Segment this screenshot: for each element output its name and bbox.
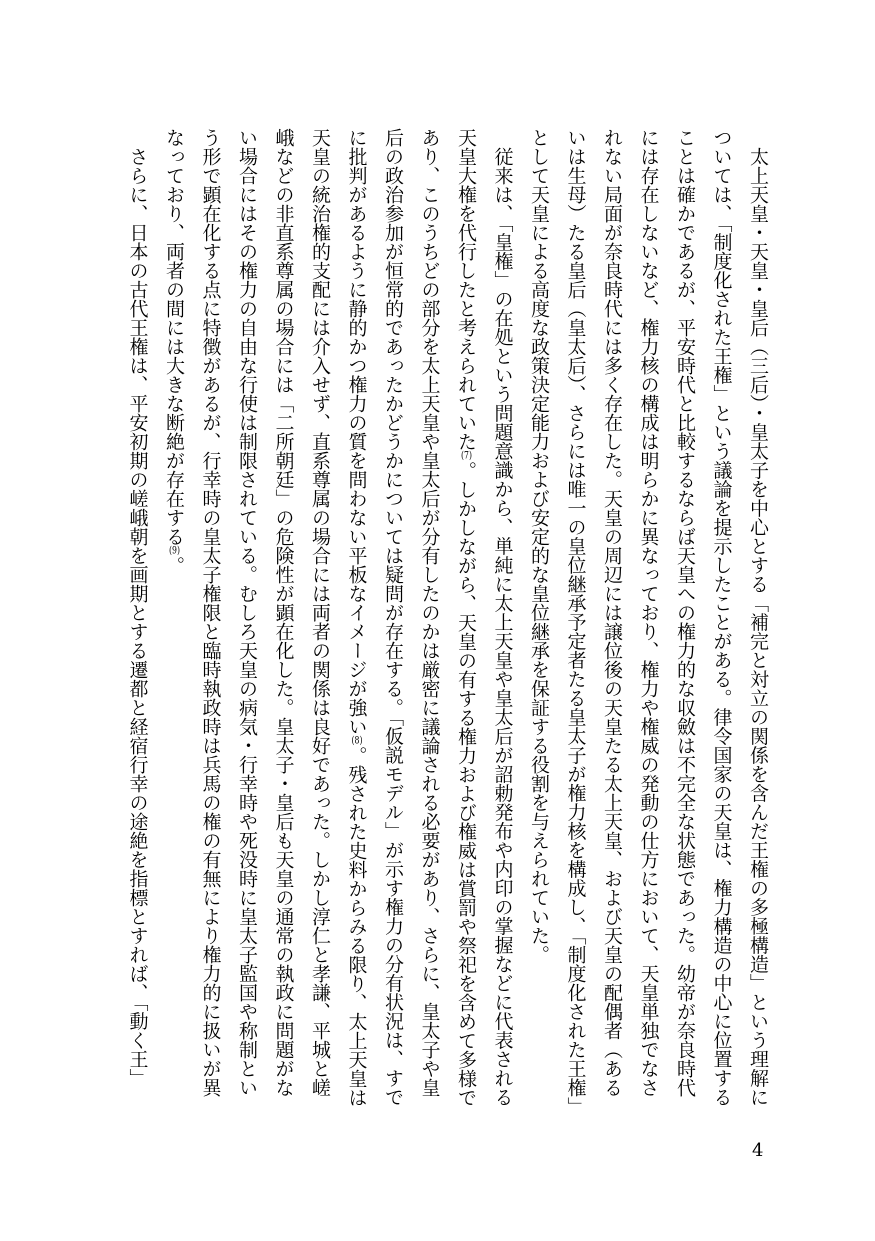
text-run: 。しかしながら、天皇の有する権力および権威は賞罰や祭祀を含めて多様であり、このうちどの部分を太上天皇や皇太后が分有したのかは厳密に議論される必要があり、さらに、皇太子や皇后の政治参加が恒常的であったかどうかについては疑問が存在する。「仮説モデル」が示す権力の分有状況は、すでに批判があるように静的かつ権力の質を問わない平板なイメージが強い	[345, 128, 477, 1107]
footnote-marker: (9)	[169, 546, 180, 556]
paragraph	[521, 128, 777, 1108]
footnote-marker: (8)	[351, 736, 363, 746]
text-run: 。残された史料からみる限り、太上天皇は天皇の統治権的支配には介入せず、直系尊属の場合には両者の関係は良好であった。しかし淳仁と孝謙、平城と嵯峨などの非直系尊属の場合には「二所朝廷」の危険性が顕在化した。皇太子・皇后も天皇の通常の執政に問題がない場合にはその権力の自由な行使は制限されている。むしろ天皇の病気・行幸時や死没時に皇太子監国や称制という形で顕在化する点に特徴があるが、行幸時の皇太子権限と臨時執政時は兵馬の権の有無により権力的に扱いが異なっており、両者の間には大きな断絶が存在する	[163, 128, 368, 1107]
text-run: さらに、日本の古代王権は、平安初期の嵯峨朝を画期とする遷都と経宿行幸の途絶を指標とすれば、「動く王」	[126, 147, 149, 1088]
body-text	[119, 128, 776, 1108]
text-run: 。	[163, 556, 185, 575]
text-run: 従来は、「皇権」の在処という問題意識から、単純に太上天皇や皇太后が詔勅発布や内印の掌握などに代表される天皇大権を代行したと考えられていた	[455, 128, 514, 1107]
page-number: 4	[752, 1140, 764, 1161]
paragraph	[156, 128, 521, 1108]
paragraph	[119, 128, 156, 1108]
text-run: 太上天皇・天皇・皇后（三后）・皇太子を中心とする「補完と対立の関係を含んだ王権の多極構造」という理解については、「制度化された王権」という議論を提示したことがある。律令国家の天皇は、権力構造の中心に位置することは確かであるが、平安時代と比較するならば天皇への権力的な収斂は不完全な状態であった。幼帝が奈良時代には存在しないなど、権力核の構成は明らかに異なっており、権力や権威の発動の仕方において、天皇単独でなされない局面が奈良時代には多く存在した。天皇の周辺には譲位後の天皇たる太上天皇、および天皇の配偶者（あるいは生母）たる皇后（皇太后）、さらには唯一の皇位継承予定者たる皇太子が権力核を構成し、「制度化された王権」として天皇による高度な政策決定能力および安定的な皇位継承を保証する役割を与えられていた。	[528, 128, 769, 1107]
footnote-marker: (7)	[461, 451, 472, 461]
